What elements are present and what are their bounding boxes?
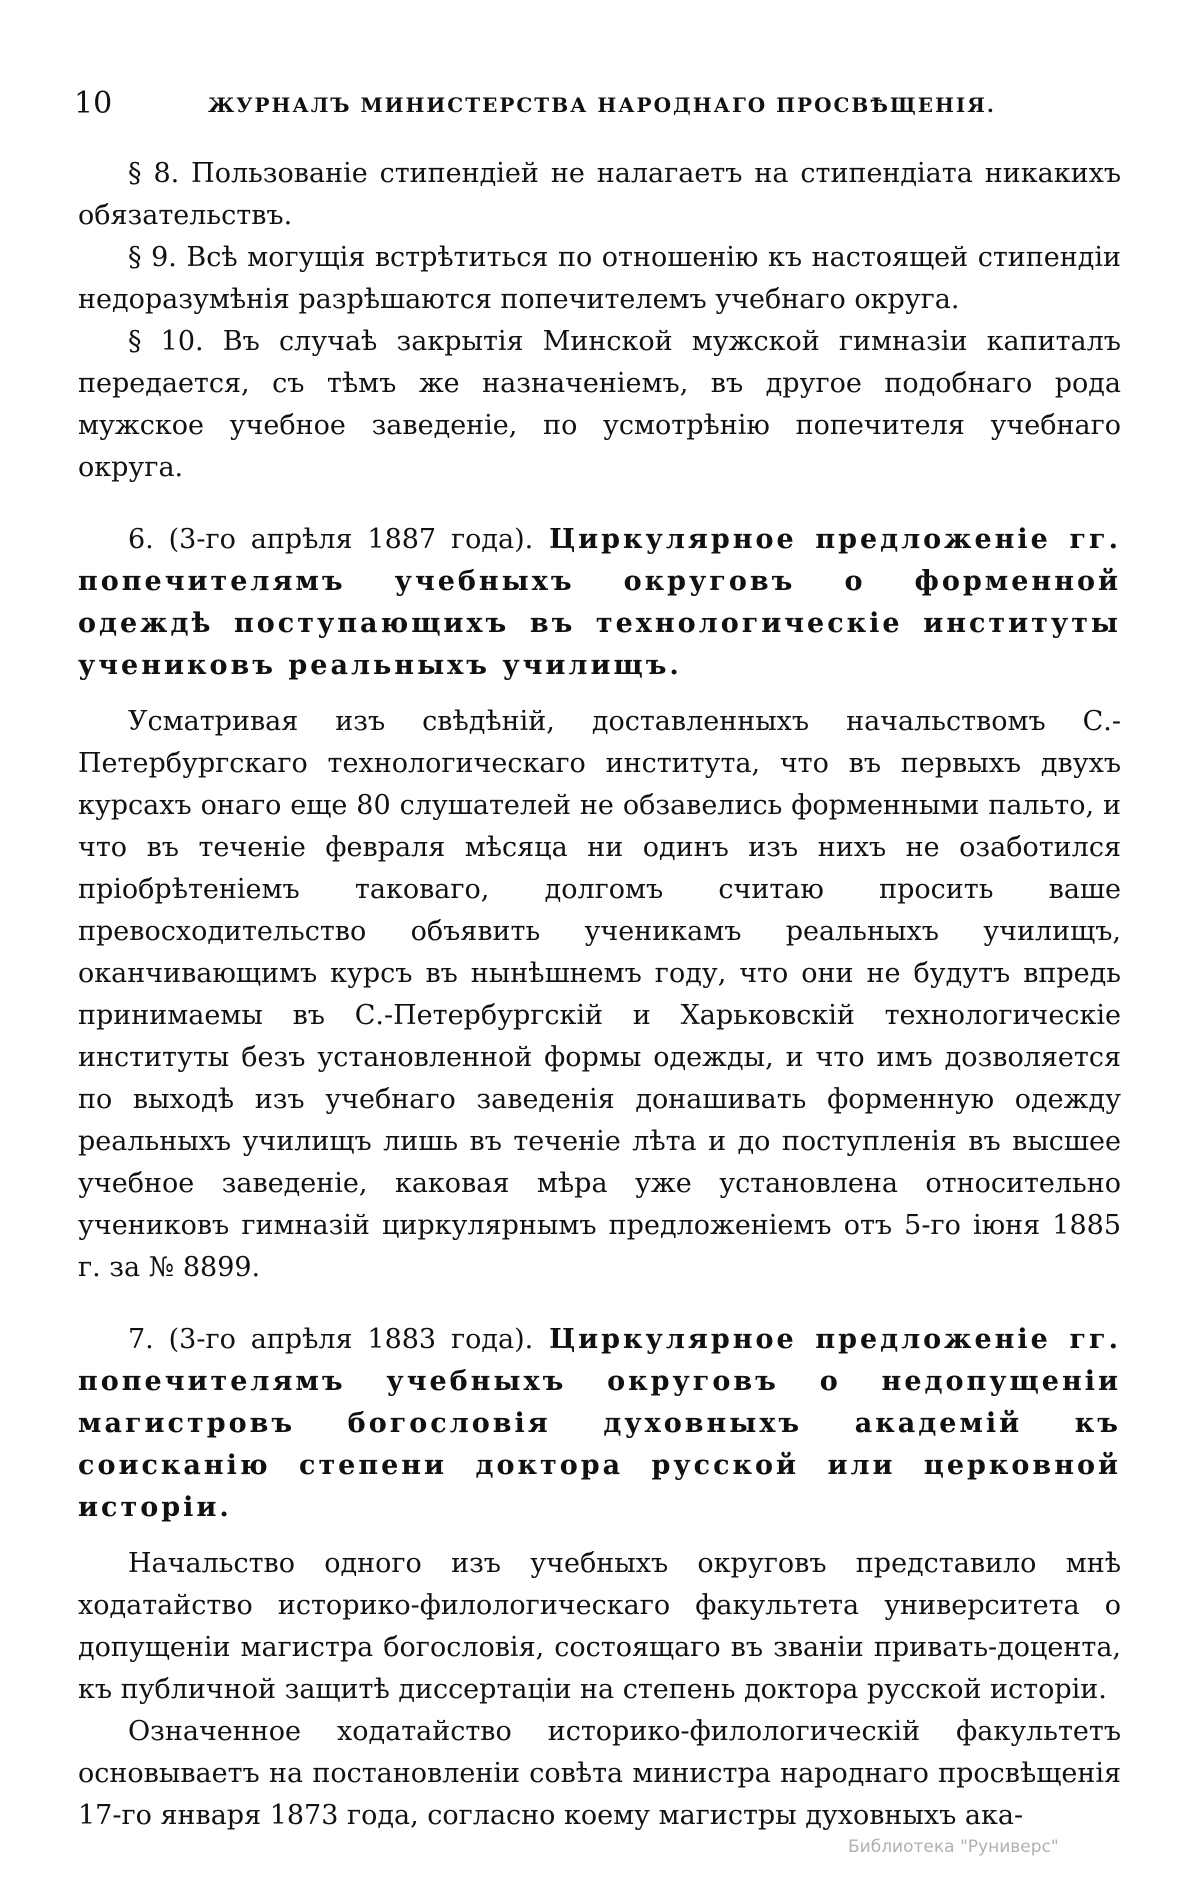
item-6-title: Циркулярное предложеніе гг. попечителямъ учебныхъ округовъ о форменной одеждѣ поступающихъ въ технологическіе институты учениковъ реальныхъ училищъ. [78, 524, 1121, 681]
item-6-heading [78, 519, 1121, 687]
item-7-date: 7. (3-го апрѣля 1883 года). [128, 1324, 534, 1355]
section-gap [78, 489, 1121, 519]
section-gap [78, 1289, 1121, 1319]
page-body [78, 153, 1121, 1837]
item-6-date: 6. (3-го апрѣля 1887 года). [128, 524, 534, 555]
item-7-heading [78, 1319, 1121, 1529]
page-header [74, 84, 1122, 124]
page-number: 10 [74, 86, 113, 121]
paragraph-section-8: § 8. Пользованіе стипендіей не налагаетъ на стипендіата никакихъ обязательствъ. [78, 158, 1121, 231]
paragraph-section-10: § 10. Въ случаѣ закрытія Минской мужской гимназіи капиталъ передается, съ тѣмъ же назначеніемъ, въ другое подобнаго рода мужское учебное заведеніе, по усмотрѣнію попечителя учебнаго округа. [78, 326, 1121, 483]
item-7-body-2: Означенное ходатайство историко-филологическій факультетъ основываетъ на постановленіи совѣта министра народнаго просвѣщенія 17-го января 1873 года, согласно коему магистры духовныхъ ака- [78, 1716, 1121, 1831]
section-gap [78, 1529, 1121, 1543]
section-gap [78, 687, 1121, 701]
item-7-title: Циркулярное предложеніе гг. попечителямъ учебныхъ округовъ о недопущеніи магистровъ богословія духовныхъ академій къ соисканію степени доктора русской или церковной исторіи. [78, 1324, 1121, 1523]
running-title: ЖУРНАЛЪ МИНИСТЕРСТВА НАРОДНАГО ПРОСВѢЩЕНІЯ. [208, 93, 996, 117]
paragraph-section-9: § 9. Всѣ могущія встрѣтиться по отношенію къ настоящей стипендіи недоразумѣнія разрѣшаются попечителемъ учебнаго округа. [78, 242, 1121, 315]
item-6-body: Усматривая изъ свѣдѣній, доставленныхъ начальствомъ С.-Петербургскаго технологическаго института, что въ первыхъ двухъ курсахъ онаго еще 80 слушателей не обзавелись форменными пальто, и что въ теченіе февраля мѣсяца ни одинъ изъ нихъ не озаботился пріобрѣтеніемъ таковаго, долгомъ считаю просить ваше превосходительство объявить ученикамъ реальныхъ училищъ, оканчивающимъ курсъ въ нынѣшнемъ году, что они не будутъ впредь принимаемы въ С.-Петербургскій и Харьковскій технологическіе институты безъ установленной формы одежды, и что имъ дозволяется по выходѣ изъ учебнаго заведенія донашивать форменную одежду реальныхъ училищъ лишь въ теченіе лѣта и до поступленія въ высшее учебное заведеніе, каковая мѣра уже установлена относительно учениковъ гимназій циркулярнымъ предложеніемъ отъ 5-го іюня 1885 г. за № 8899. [78, 706, 1121, 1283]
library-watermark: Библиотека "Руниверс" [848, 1837, 1059, 1857]
item-7-body-1: Начальство одного изъ учебныхъ округовъ представило мнѣ ходатайство историко-филологическаго факультета университета о допущеніи магистра богословія, состоящаго въ званіи привать-доцента, къ публичной защитѣ диссертаціи на степень доктора русской исторіи. [78, 1548, 1121, 1705]
